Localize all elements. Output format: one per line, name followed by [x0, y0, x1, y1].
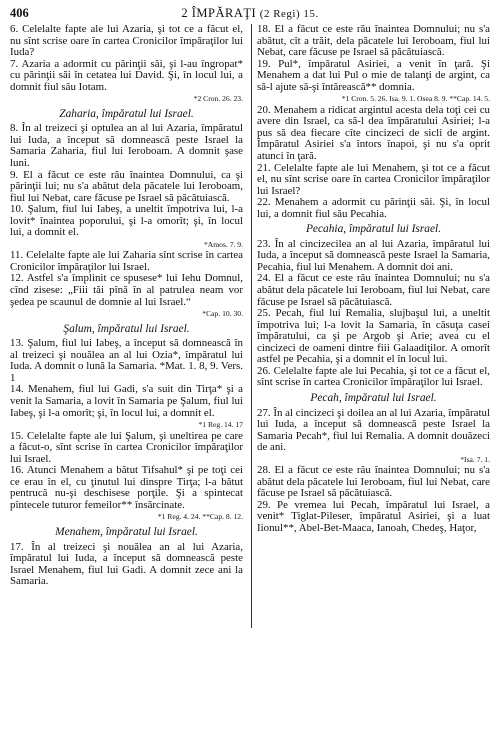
- verse-paragraph: 7. Azaria a adormit cu părinţii săi, şi l-au îngropat* cu părinţii săi în cetatea lui David. Şi, în locul lui, a domnit fiul său Iotam.: [10, 57, 243, 93]
- verse-paragraph: 19. Pul*, împăratul Asiriei, a venit în ţară. Şi Menahem a dat lui Pul o mie de talanţi de argint, ca să-l ajute să-şi întărească** domnia.: [257, 57, 490, 93]
- cross-reference: *1 Reg. 14. 17: [198, 420, 243, 430]
- verse-paragraph: 20. Menahem a ridicat argintul acesta dela toţi cei cu avere din Israel, ca să-l dea împăratului Asiriei; l-a pus să dea fiecare cîte cincizeci de sicli de argint. Împăratul Asiriei s'a întors înapoi, şi nu s'a oprit atunci în ţară.: [257, 103, 490, 163]
- verse-paragraph: 14. Menahem, fiul lui Gadi, s'a suit din Tirţa* şi a venit la Samaria, a lovit în Samaria pe Şalum, fiul lui Iabeş, şi l-a omorît; şi, în locul lui, a domnit el.: [10, 383, 243, 419]
- verse-paragraph: 25. Pecah, fiul lui Remalia, slujbaşul lui, a uneltit împotriva lui; l-a lovit la Samaria, în căsuţa casei împăratului, ca şi pe Argob şi Arie; avea cu el cincizeci de oameni dintre fiii Galaadiţilor. A omorît astfel pe Pecahia, şi a domnit el în locul lui.: [257, 307, 490, 366]
- cross-reference: *Amos. 7. 9.: [203, 239, 243, 249]
- cross-reference: *1 Reg. 4. 24. **Cap. 8. 12.: [157, 512, 243, 522]
- text-columns: [10, 24, 490, 588]
- cross-reference: *Cap. 10. 30.: [202, 309, 243, 319]
- verse-paragraph: 11. Celelalte fapte ale lui Zaharia sînt scrise în cartea Cronicilor împăraţilor lui Israel.: [10, 249, 243, 273]
- cross-reference: *1 Cron. 5. 26. Isa. 9. 1. Osea 8. 9. **Cap. 14. 5.: [341, 94, 490, 104]
- verse-paragraph: 13. Şalum, fiul lui Iabeş, a început să domnească în al treizeci şi nouălea an al lui Ozia*, împăratul lui Iuda. A domnit o lună la Samaria. *Mat. 1. 8, 9. Vers. 1: [10, 337, 243, 384]
- section-title: Zaharia, împăratul lui Israel.: [59, 107, 194, 120]
- verse-paragraph: 18. El a făcut ce este rău înaintea Domnului; nu s'a abătut, cît a trăit, dela păcatele lui Ieroboam, fiul lui Nebat, care făcuse pe Israel să păcătuiască.: [257, 23, 490, 59]
- cross-reference: *2 Cron. 26. 23.: [193, 94, 243, 104]
- running-title-main: 2 ÎMPĂRAŢI: [181, 6, 257, 20]
- verse-paragraph: 17. În al treizeci şi nouălea an al lui Azaria, împăratul lui Iuda, a început să domnească peste Israel Menahem, fiul lui Gadi. A domnit zece ani la Samaria.: [10, 540, 243, 588]
- left-column: [10, 24, 250, 588]
- page-number: 406: [10, 6, 29, 20]
- verse-paragraph: 9. El a făcut ce este rău înaintea Domnului, ca şi părinţii lui; nu s'a abătut dela păcatele lui Ieroboam, fiul lui Nebat, care făcuse pe Israel să păcătuiască.: [10, 168, 243, 204]
- verse-paragraph: 12. Astfel s'a împlinit ce spusese* lui Iehu Domnul, cînd zisese: „Fiii tăi pînă în al patrulea neam vor şedea pe scaunul de domnie al lui Israel.“: [10, 272, 243, 308]
- verse-paragraph: 26. Celelalte fapte ale lui Pecahia, şi tot ce a făcut el, sînt scrise în cartea Cronicilor împăraţilor lui Israel.: [257, 364, 490, 389]
- verse-paragraph: 22. Menahem a adormit cu părinţii săi. Şi, în locul lui, a domnit fiul său Pecahia.: [257, 196, 490, 220]
- verse-paragraph: 24. El a făcut ce este rău înaintea Domnului; nu s'a abătut dela păcatele lui Ieroboam, fiul lui Nebat, care făcuse pe Israel să păcătuiască.: [257, 272, 490, 308]
- verse-paragraph: 23. În al cincizecilea an al lui Azaria, împăratul lui Iuda, a început să domnească peste Israel la Samaria, Pecahia, fiul lui Menahem. A domnit doi ani.: [257, 237, 490, 273]
- section-title: Menahem, împăratul lui Israel.: [55, 525, 198, 538]
- running-title-sub: (2 Regi) 15.: [259, 8, 319, 20]
- verse-paragraph: 27. În al cincizeci şi doilea an al lui Azaria, împăratul lui Iuda, a început să domnească peste Israel la Samaria Pecah*, fiul lui Remalia. A domnit douăzeci de ani.: [257, 406, 490, 454]
- verse-paragraph: 8. În al treizeci şi optulea an al lui Azaria, împăratul lui Iuda, a început să domnească peste Israel la Samaria Zaharia, fiul lui Ieroboam. A domnit şase luni.: [10, 122, 243, 170]
- section-title: Pecahia, împăratul lui Israel.: [305, 223, 442, 236]
- running-title: [50, 6, 450, 21]
- verse-paragraph: 21. Celelalte fapte ale lui Menahem, şi tot ce a făcut el, nu sînt scrise oare în cartea Cronicilor împăraţilor lui Israel?: [257, 161, 490, 197]
- verse-paragraph: 28. El a făcut ce este rău înaintea Domnului; nu s'a abătut dela păcatele lui Ieroboam, fiul lui Nebat, care făcuse pe Israel să păcătuiască.: [257, 464, 490, 500]
- verse-paragraph: 16. Atunci Menahem a bătut Tifsahul* şi pe toţi cei ce erau în el, cu ţinutul lui dinspre Tirţa; l-a bătut pentrucă nu-şi deschisese porţile. Şi a spintecat pîntecele tuturor femeilor** însărcinate.: [10, 464, 243, 511]
- column-divider: [251, 24, 252, 628]
- section-title: Pecah, împăratul lui Israel.: [310, 391, 437, 404]
- verse-paragraph: 10. Şalum, fiul lui Iabeş, a uneltit împotriva lui, l-a lovit* înaintea poporului, şi l-a omorît; şi, în locul lui, a domnit el.: [10, 203, 243, 239]
- section-title: Şalum, împăratul lui Israel.: [63, 322, 190, 335]
- cross-reference: *Isa. 7. 1.: [460, 454, 490, 464]
- right-column: [250, 24, 490, 588]
- verse-paragraph: 29. Pe vremea lui Pecah, împăratul lui Israel, a venit* Tiglat-Pileser, împăratul Asiriei, şi a luat Iionul**, Abel-Bet-Maaca, Ianoah, Chedeş, Haţor,: [257, 498, 490, 534]
- verse-paragraph: 6. Celelalte fapte ale lui Azaria, şi tot ce a făcut el, nu sînt scrise oare în cartea Cronicilor împăraţilor lui Iuda?: [10, 23, 243, 59]
- page-header: [10, 6, 490, 22]
- verse-paragraph: 15. Celelalte fapte ale lui Şalum, şi uneltirea pe care a făcut-o, sînt scrise în cartea Cronicilor împăraţilor lui Israel.: [10, 429, 243, 465]
